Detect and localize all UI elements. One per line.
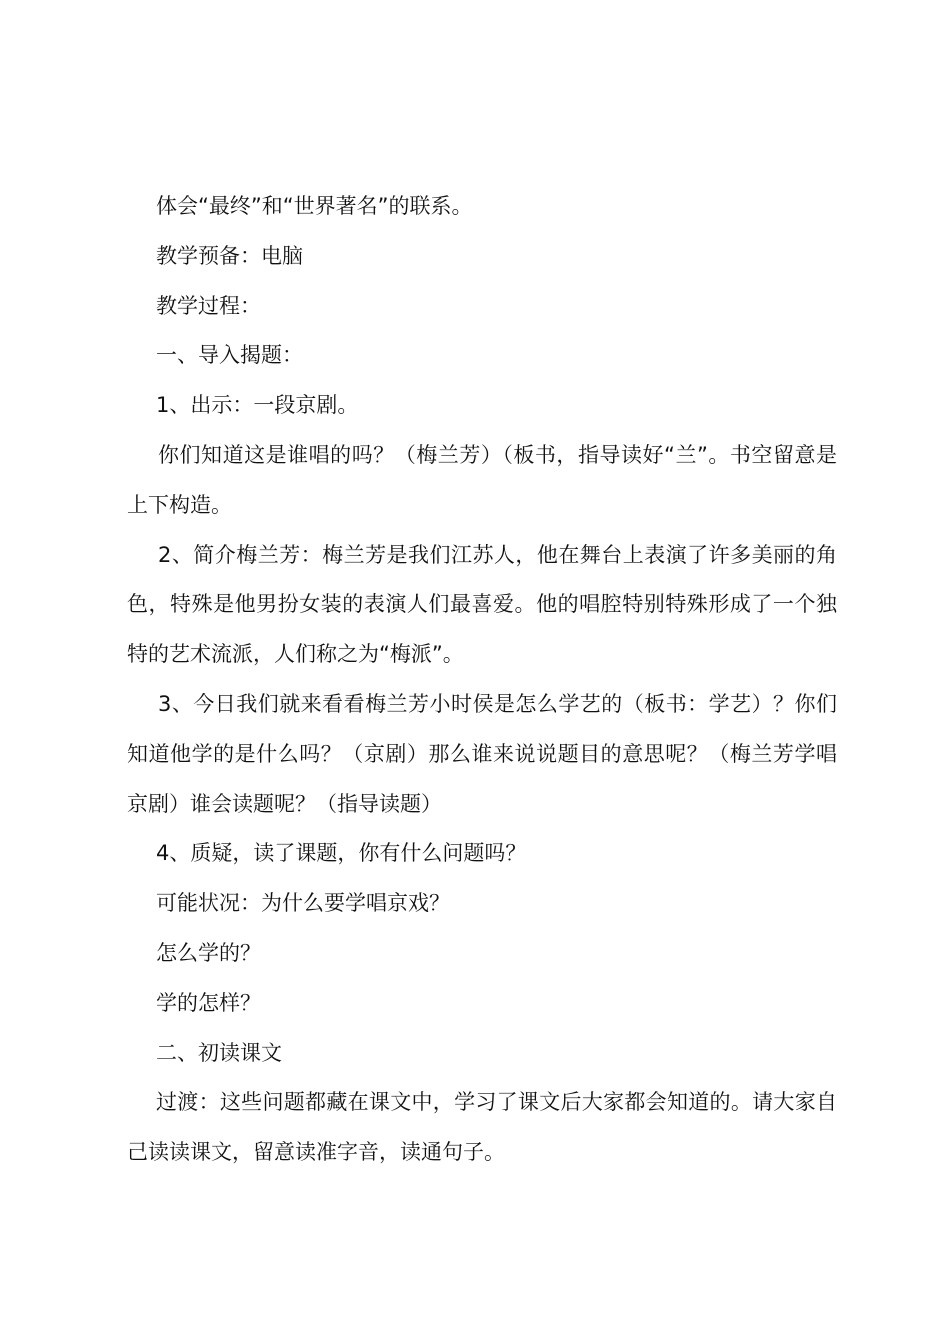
paragraph-13: 二、初读课文 [156,1040,282,1065]
paragraph-1: 体会“最终”和“世界著名”的联系。 [156,194,473,218]
paragraph-14: 过渡：这些问题都藏在课文中，学习了课文后大家都会知道的。请大家自己读读课文，留意读准字音，读通句子。 [127,1090,837,1165]
paragraph-10: 可能状况：为什么要学唱京戏？ [156,891,450,916]
paragraph-12: 学的怎样？ [156,990,261,1015]
paragraph-3: 教学过程： [156,293,261,318]
paragraph-7: 2、简介梅兰芳：梅兰芳是我们江苏人，他在舞台上表演了许多美丽的角色，特殊是他男扮女装的表演人们最喜爱。他的唱腔特别特殊形成了一个独特的艺术流派，人们称之为“梅派”。 [127,542,837,667]
paragraph-5: 1、出示：一段京剧。 [156,393,359,418]
paragraph-2: 教学预备：电脑 [156,243,303,268]
document-body [127,182,837,1178]
paragraph-6: 你们知道这是谁唱的吗？（梅兰芳）（板书，指导读好“兰”。书空留意是上下构造。 [127,442,837,517]
paragraph-11: 怎么学的？ [156,940,261,965]
paragraph-8: 3、今日我们就来看看梅兰芳小时侯是怎么学艺的（板书：学艺）？你们知道他学的是什么吗？（京剧）那么谁来说说题目的意思呢？（梅兰芳学唱京剧）谁会读题呢？（指导读题） [127,691,837,816]
paragraph-4: 一、导入揭题： [156,343,303,368]
paragraph-9: 4、质疑，读了课题，你有什么问题吗？ [156,841,527,866]
